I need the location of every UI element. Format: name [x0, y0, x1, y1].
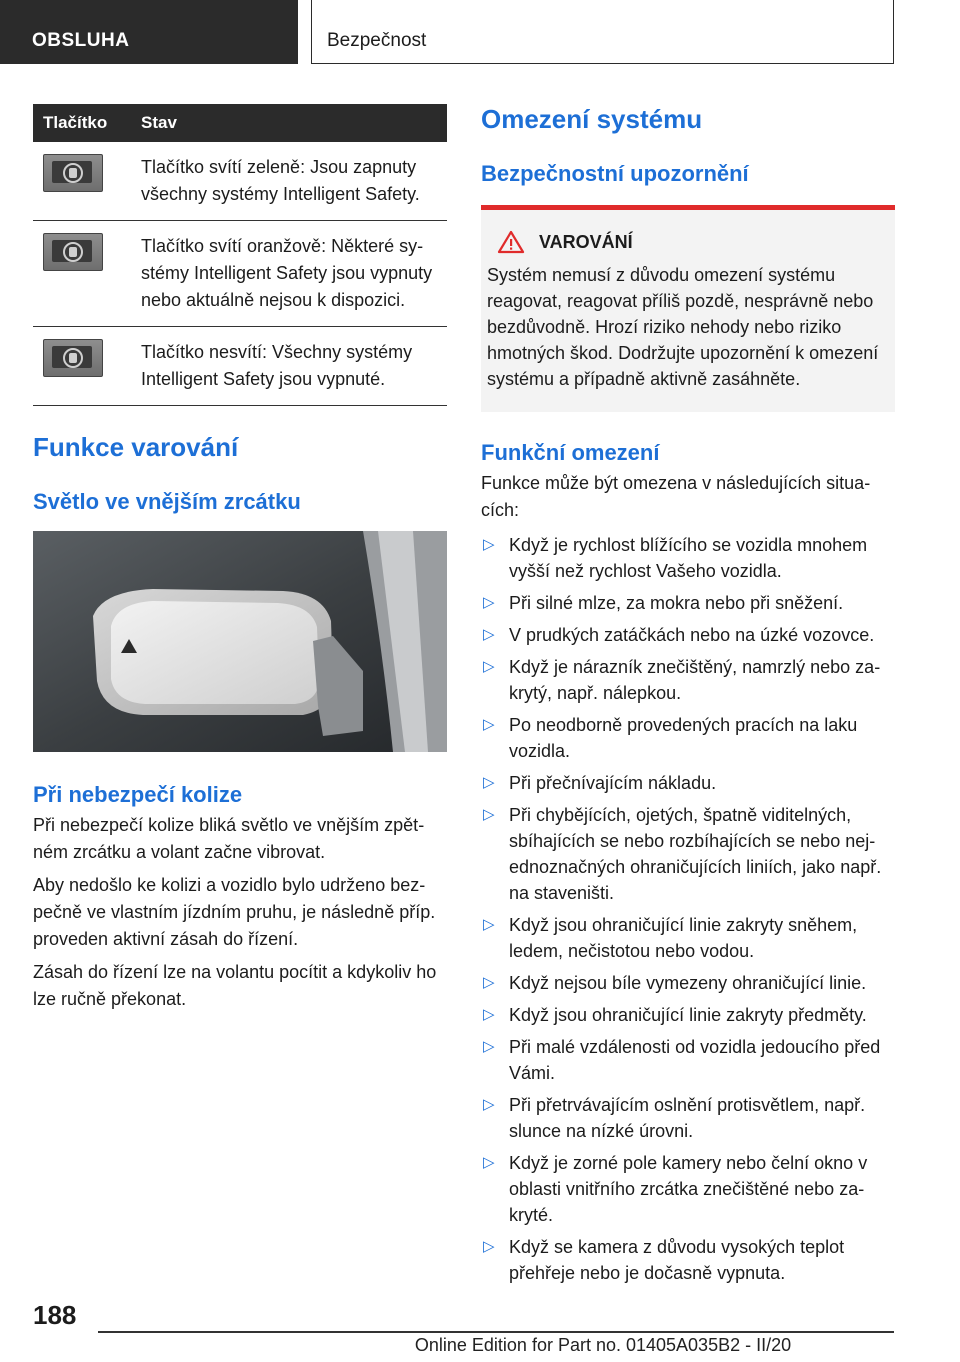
list-item: ▷ Při malé vzdálenosti od vozidla jedoucího před Vámi.	[481, 1034, 895, 1086]
list-item: ▷ Když je rychlost blížícího se vozidla mnohem vyšší než rychlost Vašeho vozidla.	[481, 532, 895, 584]
triangle-bullet-icon: ▷	[483, 1238, 495, 1255]
triangle-bullet-icon: ▷	[483, 1154, 495, 1171]
list-item: ▷ Když je nárazník znečištěný, namrzlý nebo zakrytý, např. nálepkou.	[481, 654, 895, 706]
paragraph: Aby nedošlo ke kolizi a vozidlo bylo udrženo bezpečně ve vlastním jízdním pruhu, je následně příp. proveden aktivní zásah do řízení.	[33, 875, 436, 949]
edition-note: Online Edition for Part no. 01405A035B2 - II/20	[414, 1335, 792, 1355]
triangle-bullet-icon: ▷	[483, 1096, 495, 1113]
triangle-bullet-icon: ▷	[483, 1006, 495, 1023]
triangle-bullet-icon: ▷	[483, 536, 495, 553]
triangle-bullet-icon: ▷	[483, 594, 495, 611]
list-item: ▷ Když se kamera z důvodu vysokých teplot přehřeje nebo je dočasně vypnuta.	[481, 1234, 895, 1286]
triangle-bullet-icon: ▷	[483, 658, 495, 675]
chapter-title: Bezpečnost	[327, 30, 427, 51]
warning-box	[481, 205, 895, 412]
heading-collision-danger: Při nebezpečí kolize	[33, 782, 243, 807]
list-item: ▷ Po neodborně provedených pracích na laku vozidla.	[481, 712, 895, 764]
safety-button-icon	[43, 339, 103, 377]
table-row	[33, 142, 447, 221]
list-item: ▷ Když je zorné pole kamery nebo čelní okno v oblasti vnitřního zrcátka znečištěné nebo zakryté.	[481, 1150, 895, 1228]
heading-mirror-light: Světlo ve vnějším zrcátku	[33, 489, 301, 514]
warning-text: Systém nemusí z důvodu omezení systému reagovat, reagovat příliš pozdě, nesprávně nebo bezdůvodně. Hrozí riziko nehody nebo riziko hmotných škod. Dodržujte upozornění k omezení systému a případně aktivně zasáhněte.	[487, 265, 879, 389]
triangle-bullet-icon: ▷	[483, 626, 495, 643]
footer-divider	[98, 1331, 894, 1333]
button-state-table	[33, 104, 447, 406]
section-header	[0, 0, 298, 64]
paragraph: Funkce může být omezena v následujících situacích:	[481, 473, 871, 520]
list-item: ▷ Při silné mlze, za mokra nebo při sněžení.	[481, 590, 895, 616]
triangle-bullet-icon: ▷	[483, 806, 495, 823]
warning-title: VAROVÁNÍ	[539, 231, 633, 252]
right-column	[481, 104, 895, 1292]
triangle-bullet-icon: ▷	[483, 916, 495, 933]
triangle-bullet-icon: ▷	[483, 774, 495, 791]
triangle-bullet-icon: ▷	[483, 716, 495, 733]
chapter-header	[311, 0, 894, 64]
table-row	[33, 327, 447, 406]
heading-safety-notes: Bezpečnostní upozornění	[481, 161, 749, 186]
heading-functional-limits: Funkční omezení	[481, 440, 660, 465]
table-cell-state: Tlačítko svítí oranžově: Některé systémy Intelligent Safety jsou vypnuty nebo aktuálně nejsou k dispozici.	[141, 221, 447, 327]
warning-triangle-icon	[497, 230, 525, 254]
table-header-state: Stav	[141, 104, 447, 142]
safety-button-icon	[43, 154, 103, 192]
list-item: ▷ Když jsou ohraničující linie zakryty předměty.	[481, 1002, 895, 1028]
list-item: ▷ Když jsou ohraničující linie zakryty sněhem, ledem, nečistotou nebo vodou.	[481, 912, 895, 964]
list-item: ▷ Při chybějících, ojetých, špatně viditelných, sbíhajících se nebo rozbíhajících se nebo nejednoznačných ohraničujících liniích, jako např. na staveništi.	[481, 802, 895, 906]
safety-button-icon	[43, 233, 103, 271]
list-item: ▷ Při přečnívajícím nákladu.	[481, 770, 895, 796]
heading-system-limits: Omezení systému	[481, 104, 703, 134]
side-mirror-image	[33, 531, 447, 752]
table-row	[33, 221, 447, 327]
table-cell-state: Tlačítko nesvítí: Všechny systémy Intelligent Safety jsou vypnuté.	[141, 327, 447, 406]
triangle-bullet-icon: ▷	[483, 974, 495, 991]
page-number: 188	[33, 1300, 77, 1330]
paragraph: Zásah do řízení lze na volantu pocítit a kdykoliv ho lze ručně překonat.	[33, 962, 437, 1009]
list-item: ▷ Při přetrvávajícím oslnění protisvětlem, např. slunce na nízké úrovni.	[481, 1092, 895, 1144]
list-item: ▷ Když nejsou bíle vymezeny ohraničující linie.	[481, 970, 895, 996]
limits-list	[481, 532, 895, 1286]
list-item: ▷ V prudkých zatáčkách nebo na úzké vozovce.	[481, 622, 895, 648]
triangle-bullet-icon: ▷	[483, 1038, 495, 1055]
table-cell-state: Tlačítko svítí zeleně: Jsou zapnuty všechny systémy Intelligent Safety.	[141, 142, 447, 221]
table-header-row	[33, 104, 447, 142]
heading-warning-functions: Funkce varování	[33, 432, 239, 462]
left-column	[33, 104, 447, 1013]
section-title: OBSLUHA	[32, 30, 130, 51]
paragraph: Při nebezpečí kolize bliká světlo ve vnějším zpětném zrcátku a volant začne vibrovat.	[33, 815, 425, 862]
table-header-button: Tlačítko	[33, 104, 141, 142]
